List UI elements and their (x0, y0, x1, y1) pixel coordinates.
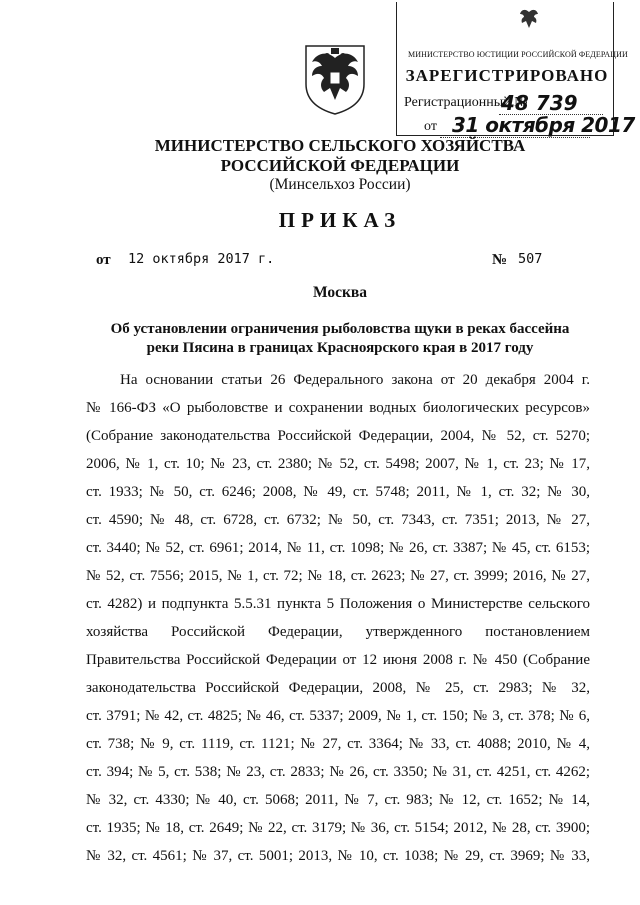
number-label: № (492, 252, 508, 268)
stamp-ministry-justice: МИНИСТЕРСТВО ЮСТИЦИИ РОССИЙСКОЙ ФЕДЕРАЦИИ (408, 50, 628, 59)
stamp-date-label: от (424, 119, 437, 134)
stamp-reg-label: Регистрационный № (404, 95, 528, 110)
city: Москва (312, 284, 368, 301)
body-line: № 32, ст. 4330; № 40, ст. 5068; 2011, № 7, ст. 983; № 12, ст. 1652; № 14, (86, 792, 590, 808)
body-line: ст. 4282) и подпункта 5.5.31 пункта 5 Положения о Министерстве сельского (86, 596, 590, 612)
order-number: 507 (518, 251, 543, 267)
stamp-emblem-icon (518, 6, 540, 30)
stamp-date-value: 31 октября 2017 (452, 113, 635, 137)
ministry-name-line1: МИНИСТЕРСТВО СЕЛЬСКОГО ХОЗЯЙСТВА (154, 136, 526, 155)
body-line: № 52, ст. 7556; 2015, № 1, ст. 72; № 18, ст. 2623; № 27, ст. 3999; 2016, № 27, (86, 568, 590, 584)
body-line: № 32, ст. 4561; № 37, ст. 5001; 2013, № 10, ст. 1038; № 29, ст. 3969; № 33, (86, 848, 590, 864)
body-line: ст. 394; № 5, ст. 538; № 23, ст. 2833; № 26, ст. 3350; № 31, ст. 4251, ст. 4262; (86, 764, 590, 780)
body-line: ст. 3791; № 42, ст. 4825; № 46, ст. 5337; 2009, № 1, ст. 150; № 3, ст. 378; № 6, (86, 708, 590, 724)
stamp-registered: ЗАРЕГИСТРИРОВАНО (405, 66, 609, 85)
ministry-name-line2: РОССИЙСКОЙ ФЕДЕРАЦИИ (220, 156, 460, 175)
title-line: Об установлении ограничения рыболовства щуки в реках бассейна (110, 321, 570, 337)
order-date: 12 октября 2017 г. (128, 251, 275, 267)
body-line: На основании статьи 26 Федерального закона от 20 декабря 2004 г. (120, 372, 590, 388)
coat-of-arms-emblem (300, 40, 370, 116)
body-line: № 166-ФЗ «О рыболовстве и сохранении водных биологических ресурсов» (86, 400, 590, 416)
date-label: от (96, 252, 111, 268)
body-line: ст. 1933; № 50, ст. 6246; 2008, № 49, ст. 5748; 2011, № 1, ст. 32; № 30, (86, 484, 590, 500)
document-title (90, 320, 590, 358)
body-line: (Собрание законодательства Российской Федерации, 2004, № 52, ст. 5270; (86, 428, 590, 444)
title-line: реки Пясина в границах Красноярского края в 2017 году (146, 340, 534, 356)
ministry-short-name: (Минсельхоз России) (269, 176, 411, 193)
body-line: законодательства Российской Федерации, 2008, № 25, ст. 2983; № 32, (86, 680, 590, 696)
body-line: ст. 738; № 9, ст. 1119, ст. 1121; № 27, ст. 3364; № 33, ст. 4088; 2010, № 4, (86, 736, 590, 752)
body-line: хозяйства Российской Федерации, утвержденного постановлением (86, 624, 590, 640)
body-line: ст. 3440; № 52, ст. 6961; 2014, № 11, ст. 1098; № 26, ст. 3387; № 45, ст. 6153; (86, 540, 590, 556)
body-line: Правительства Российской Федерации от 12 июня 2008 г. № 450 (Собрание (86, 652, 590, 668)
body-line: ст. 1935; № 18, ст. 2649; № 22, ст. 3179; № 36, ст. 5154; 2012, № 28, ст. 3900; (86, 820, 590, 836)
body-line: ст. 4590; № 48, ст. 6728, ст. 6732; № 50, ст. 7343, ст. 7351; 2013, № 27, (86, 512, 590, 528)
body-line: 2006, № 1, ст. 10; № 23, ст. 2380; № 52, ст. 5498; 2007, № 1, ст. 23; № 17, (86, 456, 590, 472)
document-type: ПРИКАЗ (278, 208, 402, 232)
stamp-reg-number: 48 739 (501, 91, 578, 115)
